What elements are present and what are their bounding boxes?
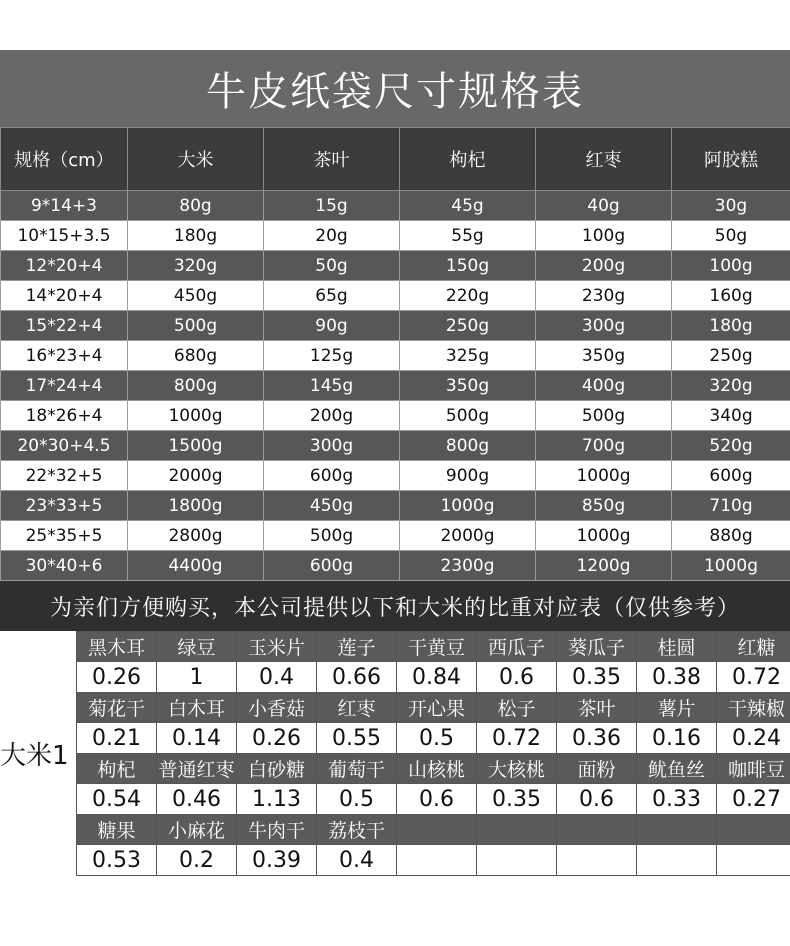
- food-name: 绿豆: [157, 632, 237, 662]
- table-row: [1, 461, 790, 491]
- food-name: 小香菇: [237, 693, 317, 723]
- table-cell: 23*33+5: [1, 491, 128, 521]
- table-cell: 2300g: [400, 551, 536, 581]
- table-cell: 25*35+5: [1, 521, 128, 551]
- density-name-row: [77, 815, 790, 845]
- table-cell: 55g: [400, 221, 536, 251]
- table-cell: 2800g: [128, 521, 264, 551]
- table-cell: 2000g: [128, 461, 264, 491]
- food-name: 小麻花: [157, 815, 237, 845]
- table-cell: 20*30+4.5: [1, 431, 128, 461]
- table-cell: 10*15+3.5: [1, 221, 128, 251]
- header-ejiao: 阿胶糕: [672, 128, 790, 191]
- density-value: [557, 845, 637, 876]
- page-title: 牛皮纸袋尺寸规格表: [0, 50, 790, 127]
- table-row: [1, 431, 790, 461]
- table-cell: 500g: [128, 311, 264, 341]
- table-row: [1, 491, 790, 521]
- density-name-row: [77, 693, 790, 723]
- table-cell: 325g: [400, 341, 536, 371]
- density-value: 0.72: [477, 723, 557, 754]
- food-name: 莲子: [317, 632, 397, 662]
- table-cell: 1800g: [128, 491, 264, 521]
- density-value: 0.66: [317, 662, 397, 693]
- food-name: 白砂糖: [237, 754, 317, 784]
- food-name: 山核桃: [397, 754, 477, 784]
- table-cell: 125g: [264, 341, 400, 371]
- table-cell: 350g: [536, 341, 672, 371]
- density-value: 0.4: [237, 662, 317, 693]
- food-name: 荔枝干: [317, 815, 397, 845]
- food-name: 茶叶: [557, 693, 637, 723]
- table-cell: 450g: [264, 491, 400, 521]
- density-value: 0.6: [397, 784, 477, 815]
- table-cell: 1000g: [672, 551, 790, 581]
- food-name: 枸杞: [77, 754, 157, 784]
- table-cell: 15g: [264, 191, 400, 221]
- table-row: [1, 521, 790, 551]
- food-name: [717, 815, 790, 845]
- food-name: 面粉: [557, 754, 637, 784]
- table-row: [1, 221, 790, 251]
- density-value: [637, 845, 717, 876]
- table-cell: 500g: [400, 401, 536, 431]
- density-value: 0.36: [557, 723, 637, 754]
- table-cell: 520g: [672, 431, 790, 461]
- food-name: 白木耳: [157, 693, 237, 723]
- table-cell: 250g: [400, 311, 536, 341]
- density-value: [397, 845, 477, 876]
- density-value: [717, 845, 790, 876]
- header-rice: 大米: [128, 128, 264, 191]
- food-name: 葡萄干: [317, 754, 397, 784]
- food-name: 黑木耳: [77, 632, 157, 662]
- table-cell: 180g: [672, 311, 790, 341]
- density-value: 0.54: [77, 784, 157, 815]
- table-cell: 1000g: [128, 401, 264, 431]
- table-row: [1, 341, 790, 371]
- table-row: [1, 281, 790, 311]
- food-name: [557, 815, 637, 845]
- density-value: 0.16: [637, 723, 717, 754]
- table-cell: 4400g: [128, 551, 264, 581]
- food-name: 糖果: [77, 815, 157, 845]
- food-name: 鱿鱼丝: [637, 754, 717, 784]
- density-value: 0.6: [477, 662, 557, 693]
- table-cell: 20g: [264, 221, 400, 251]
- table-cell: 450g: [128, 281, 264, 311]
- density-value: 0.35: [557, 662, 637, 693]
- density-value: 0.46: [157, 784, 237, 815]
- food-name: 松子: [477, 693, 557, 723]
- table-cell: 30g: [672, 191, 790, 221]
- density-table: [76, 631, 790, 876]
- density-section: [0, 631, 790, 876]
- density-value-row: [77, 723, 790, 754]
- table-row: [1, 551, 790, 581]
- table-cell: 80g: [128, 191, 264, 221]
- spec-table: [0, 127, 790, 581]
- spec-sheet: [0, 50, 790, 876]
- density-value: 0.14: [157, 723, 237, 754]
- table-cell: 1000g: [536, 521, 672, 551]
- table-row: [1, 311, 790, 341]
- table-cell: 500g: [264, 521, 400, 551]
- food-name: [637, 815, 717, 845]
- density-value: 0.26: [237, 723, 317, 754]
- table-cell: 600g: [264, 461, 400, 491]
- table-cell: 100g: [536, 221, 672, 251]
- density-value: 0.27: [717, 784, 790, 815]
- table-cell: 50g: [264, 251, 400, 281]
- header-jujube: 红枣: [536, 128, 672, 191]
- table-cell: 150g: [400, 251, 536, 281]
- table-cell: 18*26+4: [1, 401, 128, 431]
- food-name: 开心果: [397, 693, 477, 723]
- table-cell: 230g: [536, 281, 672, 311]
- table-cell: 700g: [536, 431, 672, 461]
- density-value: 0.33: [637, 784, 717, 815]
- food-name: 西瓜子: [477, 632, 557, 662]
- food-name: 玉米片: [237, 632, 317, 662]
- table-cell: 300g: [536, 311, 672, 341]
- table-cell: 500g: [536, 401, 672, 431]
- table-cell: 710g: [672, 491, 790, 521]
- table-cell: 17*24+4: [1, 371, 128, 401]
- table-cell: 30*40+6: [1, 551, 128, 581]
- density-name-row: [77, 632, 790, 662]
- table-cell: 200g: [536, 251, 672, 281]
- table-row: [1, 371, 790, 401]
- density-value: 0.2: [157, 845, 237, 876]
- food-name: 大核桃: [477, 754, 557, 784]
- density-value: 0.35: [477, 784, 557, 815]
- table-cell: 320g: [128, 251, 264, 281]
- table-row: [1, 191, 790, 221]
- table-cell: 900g: [400, 461, 536, 491]
- density-value: 0.26: [77, 662, 157, 693]
- spec-header-row: [1, 128, 790, 191]
- density-value-row: [77, 662, 790, 693]
- food-name: 红枣: [317, 693, 397, 723]
- food-name: 葵瓜子: [557, 632, 637, 662]
- food-name: 干辣椒: [717, 693, 790, 723]
- food-name: 普通红枣: [157, 754, 237, 784]
- density-value: 0.53: [77, 845, 157, 876]
- table-cell: 300g: [264, 431, 400, 461]
- rice-label: 大米1: [0, 741, 69, 771]
- food-name: [477, 815, 557, 845]
- density-value: 0.39: [237, 845, 317, 876]
- density-value-row: [77, 784, 790, 815]
- table-cell: 160g: [672, 281, 790, 311]
- density-value: 1.13: [237, 784, 317, 815]
- header-goji: 枸杞: [400, 128, 536, 191]
- density-value: 0.4: [317, 845, 397, 876]
- table-cell: 600g: [264, 551, 400, 581]
- table-cell: 600g: [672, 461, 790, 491]
- density-name-row: [77, 754, 790, 784]
- density-value: 0.21: [77, 723, 157, 754]
- table-cell: 350g: [400, 371, 536, 401]
- density-value: 0.5: [397, 723, 477, 754]
- density-value: 0.38: [637, 662, 717, 693]
- food-name: 干黄豆: [397, 632, 477, 662]
- table-cell: 90g: [264, 311, 400, 341]
- density-value: 0.24: [717, 723, 790, 754]
- table-cell: 340g: [672, 401, 790, 431]
- density-value: [477, 845, 557, 876]
- table-cell: 12*20+4: [1, 251, 128, 281]
- food-name: 红糖: [717, 632, 790, 662]
- table-cell: 850g: [536, 491, 672, 521]
- table-cell: 14*20+4: [1, 281, 128, 311]
- table-row: [1, 401, 790, 431]
- table-cell: 1000g: [400, 491, 536, 521]
- table-cell: 1500g: [128, 431, 264, 461]
- density-value: 0.5: [317, 784, 397, 815]
- table-cell: 800g: [128, 371, 264, 401]
- table-cell: 180g: [128, 221, 264, 251]
- density-value: 0.72: [717, 662, 790, 693]
- food-name: 牛肉干: [237, 815, 317, 845]
- density-banner: 为亲们方便购买，本公司提供以下和大米的比重对应表（仅供参考）: [0, 581, 790, 631]
- table-cell: 45g: [400, 191, 536, 221]
- food-name: 咖啡豆: [717, 754, 790, 784]
- table-cell: 2000g: [400, 521, 536, 551]
- table-row: [1, 251, 790, 281]
- table-cell: 680g: [128, 341, 264, 371]
- table-cell: 22*32+5: [1, 461, 128, 491]
- table-cell: 250g: [672, 341, 790, 371]
- table-cell: 1200g: [536, 551, 672, 581]
- density-value: 0.6: [557, 784, 637, 815]
- table-cell: 9*14+3: [1, 191, 128, 221]
- table-cell: 15*22+4: [1, 311, 128, 341]
- table-cell: 50g: [672, 221, 790, 251]
- table-cell: 880g: [672, 521, 790, 551]
- table-cell: 16*23+4: [1, 341, 128, 371]
- table-cell: 65g: [264, 281, 400, 311]
- density-value: 1: [157, 662, 237, 693]
- table-cell: 145g: [264, 371, 400, 401]
- header-size: 规格（cm）: [1, 128, 128, 191]
- table-cell: 40g: [536, 191, 672, 221]
- food-name: 桂圆: [637, 632, 717, 662]
- food-name: [397, 815, 477, 845]
- table-cell: 200g: [264, 401, 400, 431]
- density-value-row: [77, 845, 790, 876]
- table-cell: 400g: [536, 371, 672, 401]
- table-cell: 320g: [672, 371, 790, 401]
- food-name: 薯片: [637, 693, 717, 723]
- density-value: 0.84: [397, 662, 477, 693]
- table-cell: 800g: [400, 431, 536, 461]
- table-cell: 220g: [400, 281, 536, 311]
- header-tea: 茶叶: [264, 128, 400, 191]
- density-value: 0.55: [317, 723, 397, 754]
- table-cell: 1000g: [536, 461, 672, 491]
- food-name: 菊花干: [77, 693, 157, 723]
- table-cell: 100g: [672, 251, 790, 281]
